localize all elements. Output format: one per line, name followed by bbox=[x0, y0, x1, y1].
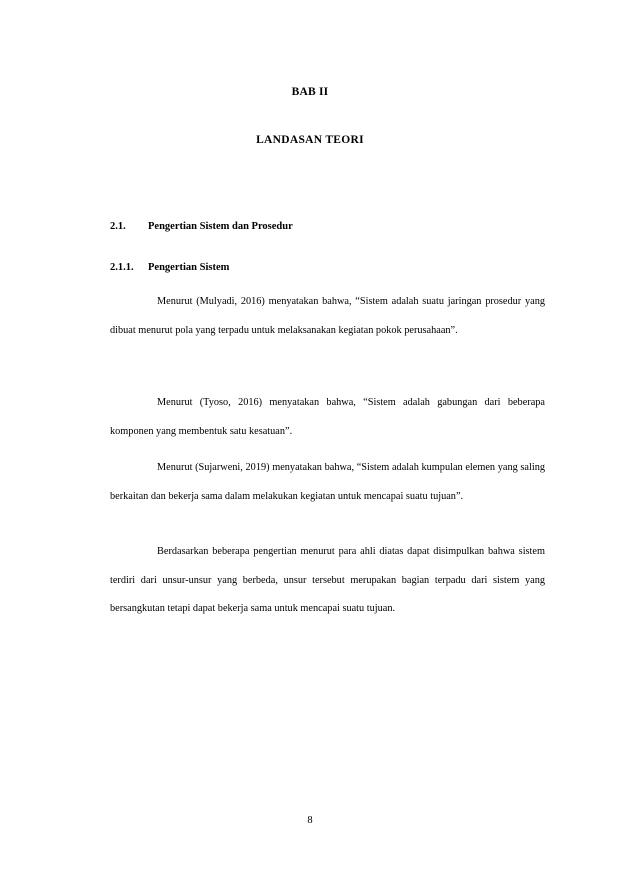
subsection-title: Pengertian Sistem bbox=[148, 262, 230, 273]
subsection-heading bbox=[110, 262, 229, 273]
section-heading bbox=[110, 221, 293, 232]
section-number: 2.1. bbox=[110, 221, 126, 232]
paragraph-tyoso: Menurut (Tyoso, 2016) menyatakan bahwa, “Sistem adalah gabungan dari beberapa komponen yang membentuk satu kesatuan”. bbox=[110, 397, 545, 437]
subsection-number: 2.1.1. bbox=[110, 262, 134, 273]
paragraph-mulyadi: Menurut (Mulyadi, 2016) menyatakan bahwa, “Sistem adalah suatu jaringan prosedur yang dibuat menurut pola yang terpadu untuk melaksanakan kegiatan pokok perusahaan”. bbox=[110, 296, 545, 336]
section-title: Pengertian Sistem dan Prosedur bbox=[148, 221, 293, 232]
paragraph-sujarweni: Menurut (Sujarweni, 2019) menyatakan bahwa, “Sistem adalah kumpulan elemen yang saling berkaitan dan bekerja sama dalam melakukan kegiatan untuk mencapai suatu tujuan”. bbox=[110, 462, 545, 502]
chapter-title: LANDASAN TEORI bbox=[256, 134, 364, 146]
paragraph-conclusion: Berdasarkan beberapa pengertian menurut para ahli diatas dapat disimpulkan bahwa sistem terdiri dari unsur-unsur yang berbeda, unsur tersebut merupakan bagian terpadu dari sistem yang bersangkutan tetapi dapat bekerja sama untuk mencapai suatu tujuan. bbox=[110, 546, 545, 614]
chapter-label: BAB II bbox=[291, 86, 329, 98]
page-number: 8 bbox=[307, 815, 313, 826]
